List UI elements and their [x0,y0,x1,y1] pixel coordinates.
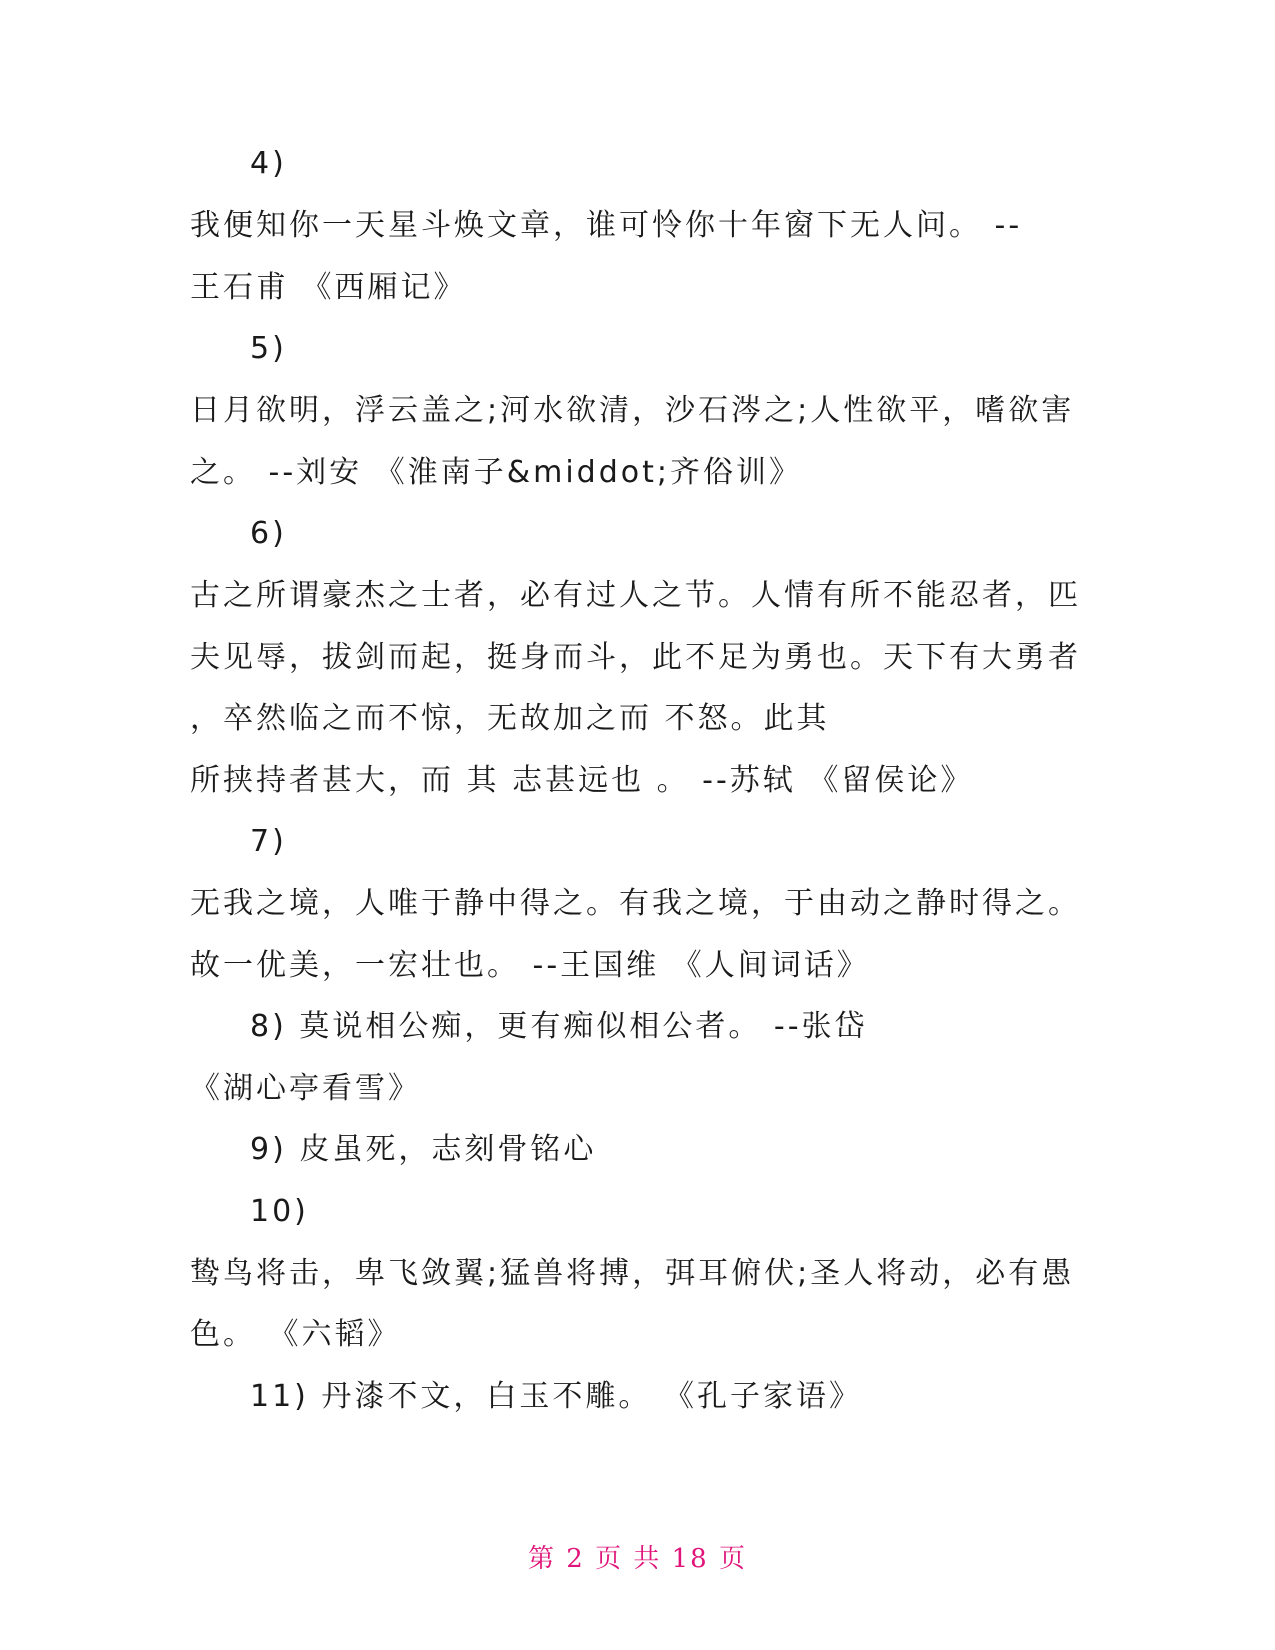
item-number-9: 9) 皮虽死，志刻骨铭心 [250,1132,597,1167]
text-line: 王石甫 《西厢记》 [190,270,467,305]
text-line: 夫见辱，拔剑而起，挺身而斗，此不足为勇也。天下有大勇者 [190,640,1081,675]
item-number-4: 4) [250,146,287,181]
text-line: 无我之境，人唯于静中得之。有我之境，于由动之静时得之。 [190,886,1081,921]
text-line: 我便知你一天星斗焕文章，谁可怜你十年窗下无人问。 -- [190,208,1023,243]
item-number-7: 7) [250,824,287,859]
text-line: 古之所谓豪杰之士者，必有过人之节。人情有所不能忍者，匹 [190,578,1081,613]
text-line: 日月欲明，浮云盖之;河水欲清，沙石涔之;人性欲平，嗜欲害 [190,393,1075,428]
item-number-11: 11) 丹漆不文，白玉不雕。 《孔子家语》 [250,1379,862,1414]
item-number-10: 10) [250,1194,309,1229]
text-line: 鸷鸟将击，卑飞敛翼;猛兽将搏，弭耳俯伏;圣人将动，必有愚 [190,1256,1075,1291]
page-footer: 第 2 页 共 18 页 [528,1544,747,1574]
text-line: 故一优美，一宏壮也。 --王国维 《人间词话》 [190,948,870,983]
text-line: 所挟持者甚大，而 其 志甚远也 。 --苏轼 《留侯论》 [190,763,974,798]
text-line: 《湖心亭看雪》 [190,1071,421,1106]
item-number-5: 5) [250,331,287,366]
text-line: 色。 《六韬》 [190,1317,401,1352]
text-line: 之。 --刘安 《淮南子&middot;齐俗训》 [190,455,802,490]
item-number-6: 6) [250,516,287,551]
item-number-8: 8) 莫说相公痴，更有痴似相公者。 --张岱 [250,1009,868,1044]
text-line: ，卒然临之而不惊，无故加之而 不怒。此其 [190,701,830,736]
